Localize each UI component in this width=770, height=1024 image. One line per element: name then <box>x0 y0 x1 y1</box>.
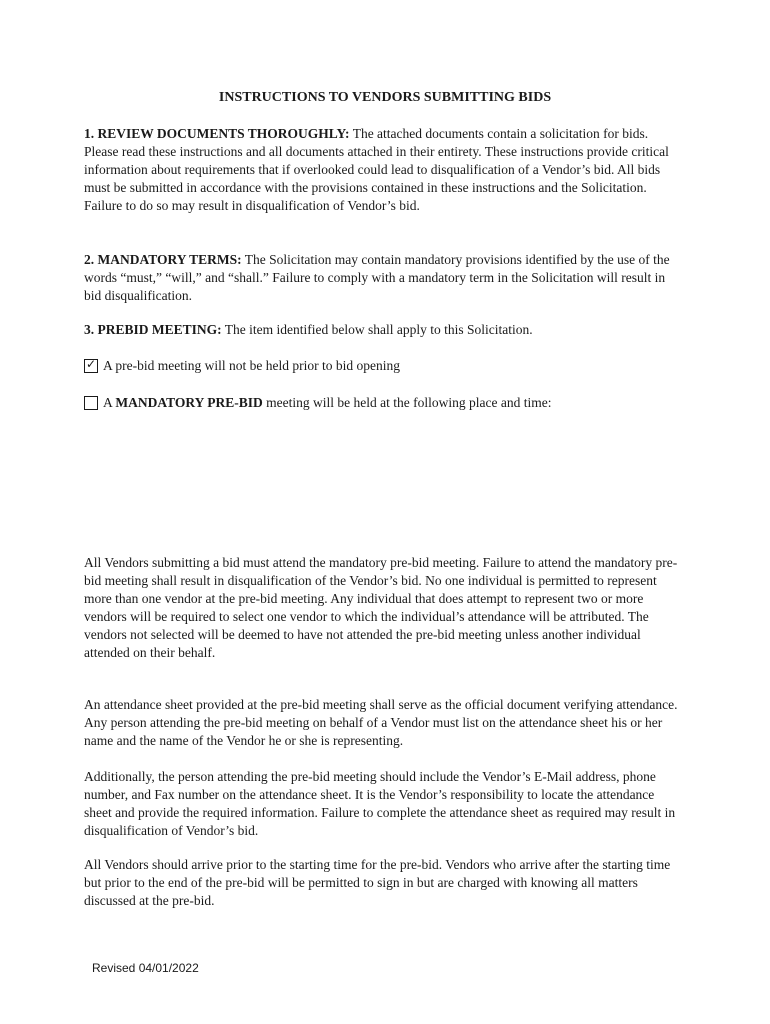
section-text: The attached documents contain a solicitation for bids. Please read these instructions and all documents attached in their entirety. These instructions provide critical information about requirements that if overlooked could lead to disqualification of a Vendor’s bid. All bids must be submitted in accordance with the provisions contained in these instructions and the Solicitation. Failure to do so may result in disqualification of Vendor’s bid. <box>84 126 669 213</box>
section-heading: 3. PREBID MEETING: <box>84 322 222 337</box>
option-label-prefix: A <box>103 395 116 410</box>
option-label <box>103 394 551 412</box>
option-label: A pre-bid meeting will not be held prior to bid opening <box>103 358 400 373</box>
option-no-prebid <box>84 357 684 375</box>
section-text: The item identified below shall apply to this Solicitation. <box>221 322 533 337</box>
paragraph-arrival-time: All Vendors should arrive prior to the starting time for the pre-bid. Vendors who arrive after the starting time but prior to the end of the pre-bid will be permitted to sign in but are charged with knowing all matters discussed at the pre-bid. <box>84 857 671 908</box>
section-heading: 1. REVIEW DOCUMENTS THOROUGHLY: <box>84 126 350 141</box>
section-heading: 2. MANDATORY TERMS: <box>84 252 242 267</box>
section-prebid-meeting <box>84 321 684 339</box>
checkbox-no-prebid[interactable] <box>84 359 98 373</box>
paragraph-contact-information: Additionally, the person attending the pre-bid meeting should include the Vendor’s E-Mail address, phone number, and Fax number on the attendance sheet. It is the Vendor’s responsibility to locate the attendance sheet and provide the required information. Failure to complete the attendance sheet as required may result in disqualification of Vendor’s bid. <box>84 769 676 838</box>
paragraph-attendance-requirement: All Vendors submitting a bid must attend the mandatory pre-bid meeting. Failure to attend the mandatory pre-bid meeting shall result in disqualification of the Vendor’s bid. No one individual is permitted to represent more than one vendor at the pre-bid meeting. Any individual that does attempt to represent two or more vendors will be required to select one vendor to which the individual’s attendance will be attributed. The vendors not selected will be deemed to have not attended the pre-bid meeting unless another individual attended on their behalf. <box>84 555 678 660</box>
paragraph-attendance-sheet: An attendance sheet provided at the pre-bid meeting shall serve as the official document verifying attendance. Any person attending the pre-bid meeting on behalf of a Vendor must list on the attendance sheet his or her name and the name of the Vendor he or she is representing. <box>84 697 678 748</box>
document-title: INSTRUCTIONS TO VENDORS SUBMITTING BIDS <box>218 90 552 105</box>
option-mandatory-prebid <box>84 394 684 412</box>
option-label-suffix: meeting will be held at the following place and time: <box>262 395 552 410</box>
section-mandatory-terms <box>84 251 684 305</box>
section-text: The Solicitation may contain mandatory provisions identified by the use of the words “must,” “will,” and “shall.” Failure to comply with a mandatory term in the Solicitation will result in bid disqualification. <box>84 252 670 303</box>
option-label-emphasis: MANDATORY PRE-BID <box>115 395 263 410</box>
check-icon: ✓ <box>86 357 97 371</box>
checkbox-mandatory-prebid[interactable] <box>84 396 98 410</box>
section-review-documents <box>84 125 684 215</box>
revision-date: Revised 04/01/2022 <box>92 961 199 975</box>
